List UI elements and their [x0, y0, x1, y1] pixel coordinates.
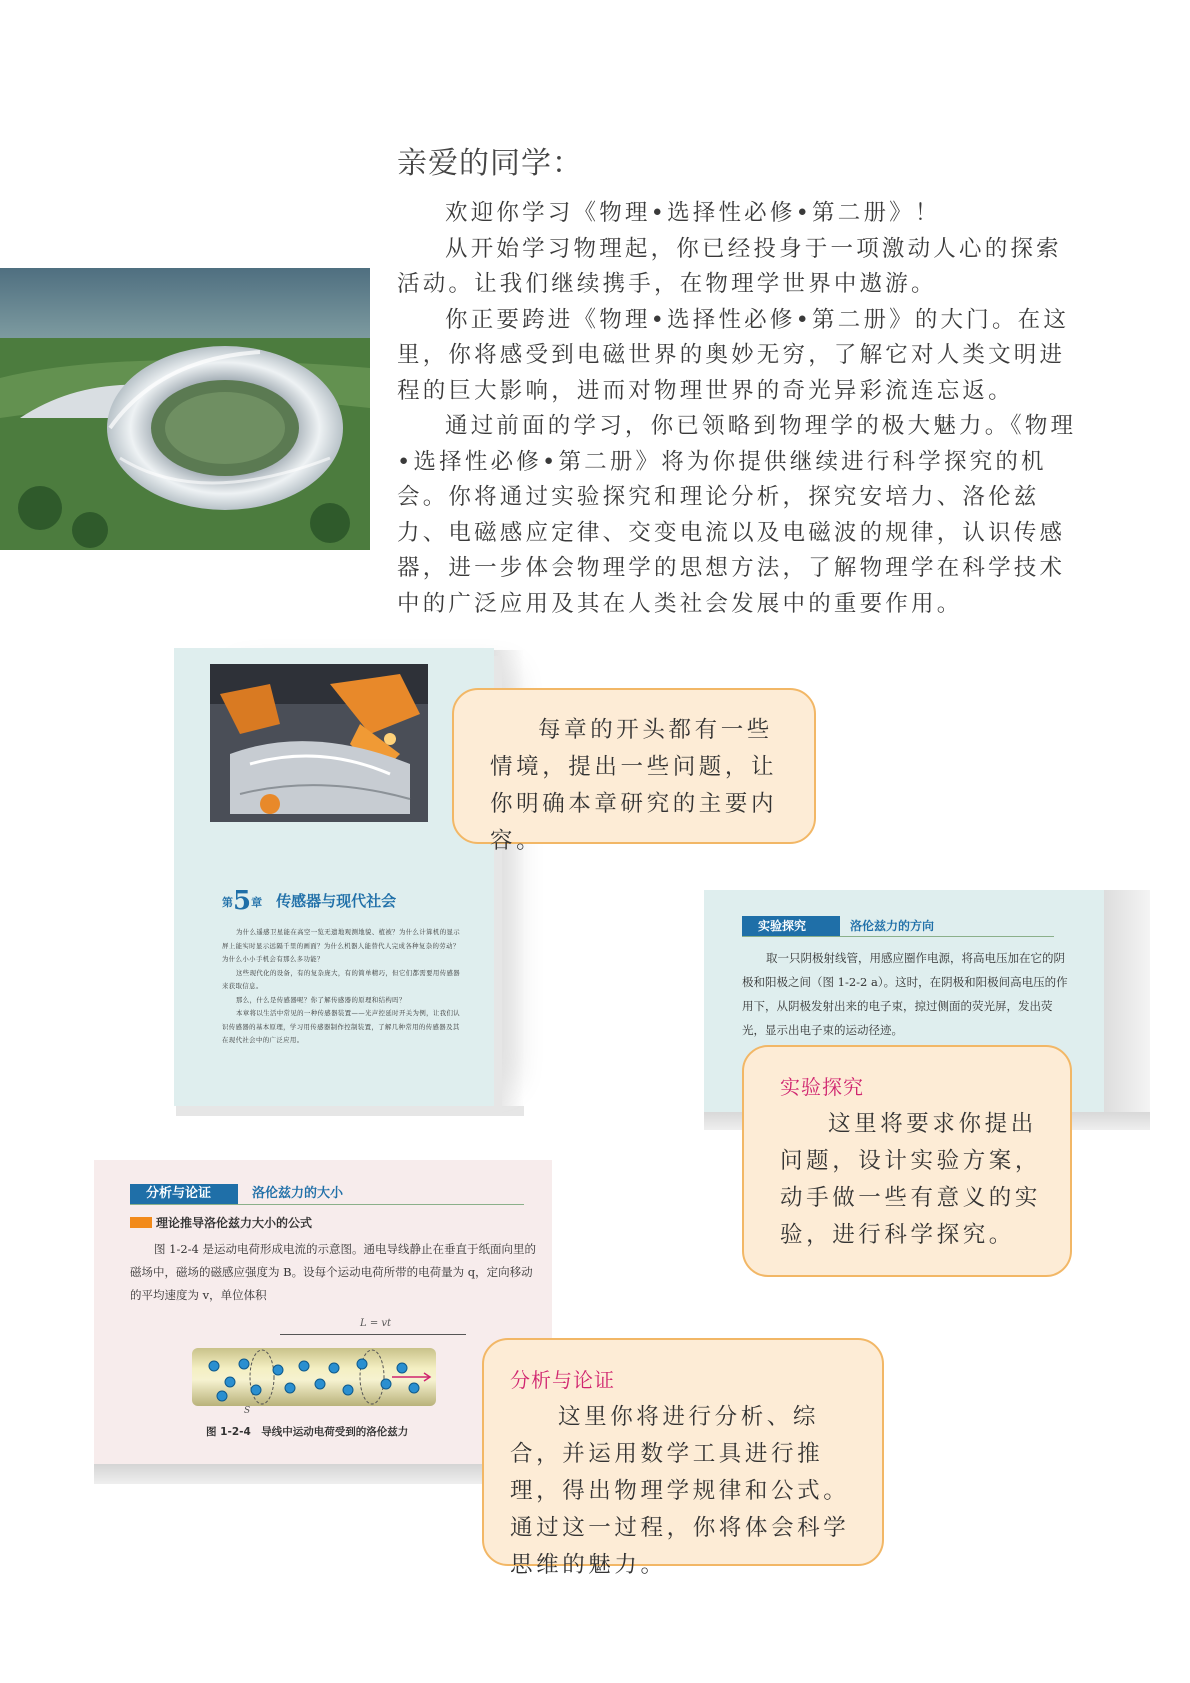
chapter-paragraph-1: 为什么遥感卫星能在高空一览无遗地观测地貌、植被？为什么计算机的显示屏上能实时显示远隔千里的画面？为什么机器人能替代人完成各种复杂的劳动？为什么小小手机会有那么多功能？ — [222, 928, 461, 963]
length-arrow — [280, 1334, 466, 1335]
intro-paragraph-3: 你正要跨进《物理•选择性必修•第二册》的大门。在这里，你将感受到电磁世界的奥妙无穷，了解它对人类文明进程的巨大影响，进而对物理世界的奇光异彩流连忘返。 — [397, 306, 1070, 404]
analysis-text — [130, 1238, 540, 1307]
length-marker — [280, 1320, 466, 1340]
robot-factory-photo — [210, 664, 428, 822]
experiment-divider — [742, 936, 1054, 937]
experiment-callout-text: 这里将要求你提出问题，设计实验方案，动手做一些有意义的实验，进行科学探究。 — [780, 1111, 1042, 1248]
stadium-illustration — [0, 268, 370, 550]
intro-text — [397, 196, 1087, 622]
chapter-callout — [452, 688, 816, 854]
intro-paragraph-2: 从开始学习物理起，你已经投身于一项激动人心的探索活动。让我们继续携手，在物理学世界中遨游。 — [397, 235, 1062, 297]
chapter-callout-text: 每章的开头都有一些情境，提出一些问题，让你明确本章研究的主要内容。 — [490, 717, 778, 854]
analysis-callout-text: 这里你将进行分析、综合，并运用数学工具进行推理，得出物理学规律和公式。通过这一过程，你将体会科学思维的魅力。 — [510, 1404, 850, 1578]
analysis-title: 洛伦兹力的大小 — [252, 1186, 344, 1201]
figure-caption: 图 1-2-4 导线中运动电荷受到的洛伦兹力 — [206, 1426, 409, 1438]
analysis-tag: 分析与论证 — [130, 1184, 238, 1204]
experiment-text — [742, 946, 1072, 1042]
chapter-intro-text — [222, 926, 462, 1048]
chapter-suffix: 章 — [251, 896, 263, 909]
intro-paragraph-1: 欢迎你学习《物理•选择性必修•第二册》！ — [445, 200, 941, 226]
intro-paragraph-4: 通过前面的学习，你已领略到物理学的极大魅力。《物理•选择性必修•第二册》将为你提供继续进行科学探究的机会。你将通过实验探究和理论分析，探究安培力、洛伦兹力、电磁感应定律、交变电流以及电磁波的规律，认识传感器，进一步体会物理学的思想方法，了解物理学在科学技术中的广泛应用及其在人类社会发展中的重要作用。 — [397, 413, 1077, 617]
chapter-number: 5 — [233, 886, 252, 916]
robot-illustration — [210, 664, 428, 822]
chapter-paragraph-2: 这些现代化的设备，有的复杂庞大，有的简单精巧，但它们都需要用传感器来获取信息。 — [222, 968, 461, 990]
experiment-tag: 实验探究 — [742, 916, 840, 936]
chapter-heading — [222, 886, 482, 916]
chapter-paragraph-3: 那么，什么是传感器呢？你了解传感器的原理和结构吗？ — [236, 995, 406, 1004]
analysis-divider — [130, 1204, 524, 1205]
subtitle-marker — [130, 1217, 152, 1228]
charges-illustration — [192, 1348, 436, 1406]
cross-section-label: S — [244, 1406, 251, 1416]
analysis-subtitle — [130, 1214, 312, 1231]
experiment-callout — [742, 1045, 1072, 1277]
wire-diagram — [192, 1348, 436, 1406]
analysis-callout — [482, 1338, 884, 1578]
analysis-card-shadow-bottom — [94, 1464, 494, 1484]
analysis-subtitle-text: 理论推导洛伦兹力大小的公式 — [156, 1216, 313, 1230]
analysis-callout-heading: 分析与论证 — [510, 1368, 615, 1392]
chapter-title: 传感器与现代社会 — [276, 892, 397, 910]
analysis-paragraph: 图 1-2-4 是运动电荷形成电流的示意图。通电导线静止在垂直于纸面向里的磁场中，磁场的磁感应强度为 B。设每个运动电荷所带的电荷量为 q，定向移动的平均速度为 v，单位体积 — [130, 1242, 537, 1302]
greeting: 亲爱的同学： — [397, 146, 583, 181]
chapter-card-shadow-bottom — [176, 1106, 524, 1116]
experiment-callout-heading: 实验探究 — [780, 1075, 864, 1099]
stadium-photo — [0, 268, 370, 550]
length-label: L = vt — [360, 1318, 392, 1329]
chapter-prefix: 第 — [222, 896, 233, 909]
chapter-card — [174, 648, 494, 1106]
experiment-paragraph: 取一只阴极射线管，用感应圈作电源，将高电压加在它的阴极和阳极之间（图 1-2-2 a）。这时，在阴极和阳极间高电压的作用下，从阴极发射出来的电子束，掠过侧面的荧光屏，发出荧光，显示出电子束的运动径迹。 — [742, 951, 1068, 1037]
chapter-paragraph-4: 本章将以生活中常见的一种传感器装置——光声控延时开关为例，让我们认识传感器的基本原理，学习用传感器制作控制装置，了解几种常用的传感器及其在现代社会中的广泛应用。 — [222, 1009, 461, 1044]
experiment-card-shadow — [1104, 890, 1150, 1122]
experiment-title: 洛伦兹力的方向 — [850, 919, 935, 933]
